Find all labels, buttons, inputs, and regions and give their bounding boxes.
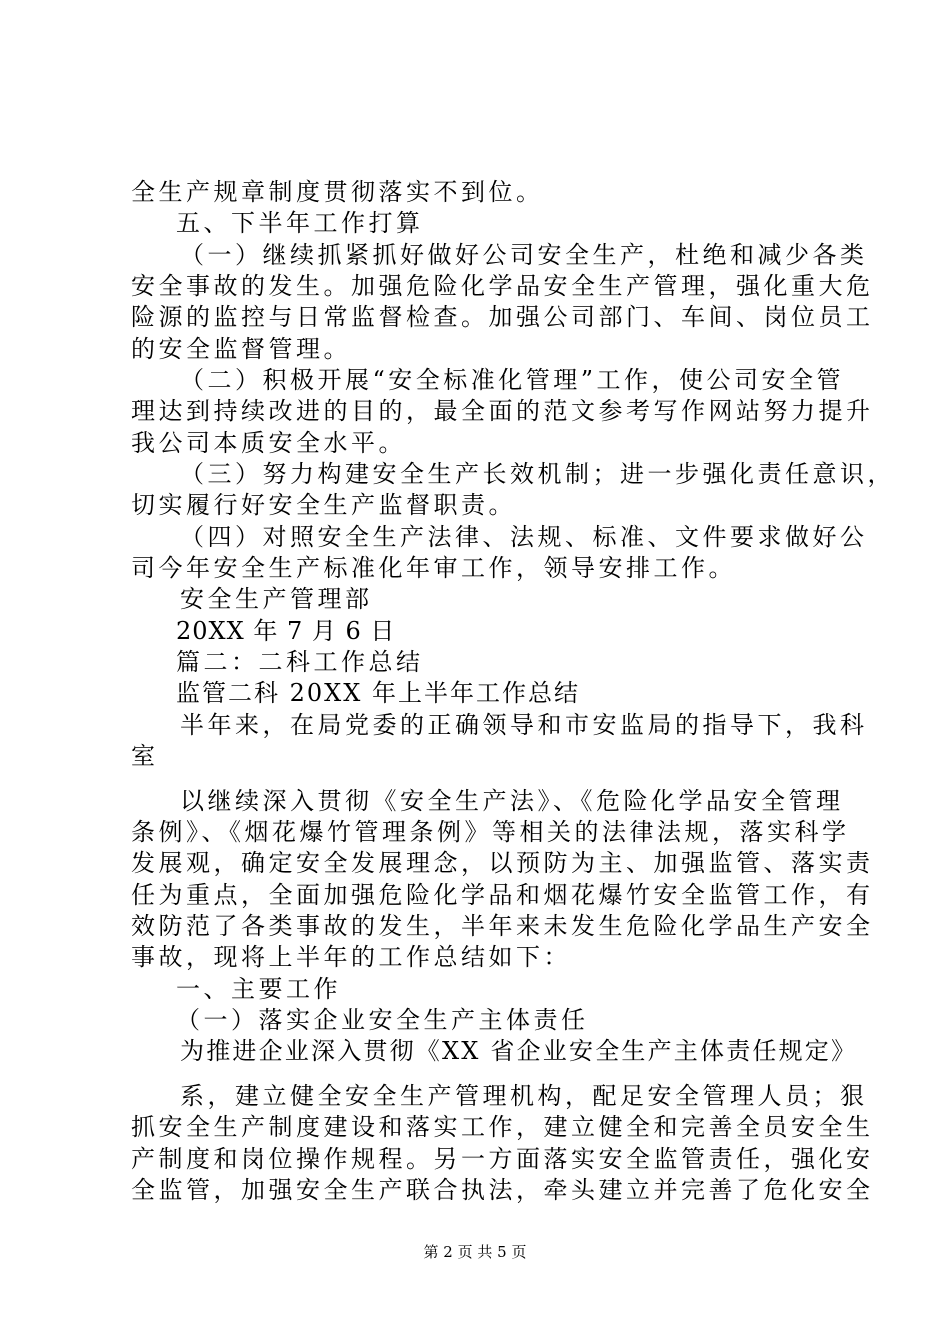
section-heading: 一、主要工作 <box>176 974 341 1003</box>
text-line: 险源的监控与日常监督检查。加强公司部门、车间、岗位员工 <box>131 303 874 332</box>
text-line: 事故，现将上半年的工作总结如下： <box>131 943 571 972</box>
text-line: 安全事故的发生。加强危险化学品安全生产管理，强化重大危 <box>131 271 874 300</box>
text-line: 效防范了各类事故的发生，半年来未发生危险化学品生产安全 <box>131 911 874 940</box>
text-line: 全生产规章制度贯彻落实不到位。 <box>131 178 544 206</box>
text-line: 以继续深入贯彻《安全生产法》、《危险化学品安全管理 <box>180 786 844 815</box>
text-line: 条例》、《烟花爆竹管理条例》等相关的法律法规，落实科学 <box>131 817 850 846</box>
text-line: 理达到持续改进的目的，最全面的范文参考写作网站努力提升 <box>131 397 874 426</box>
text-line: 产制度和岗位操作规程。另一方面落实安全监管责任，强化安 <box>131 1144 874 1173</box>
signature-date: 20XX 年 7 月 6 日 <box>176 616 396 645</box>
text-line: 司今年安全生产标准化年审工作，领导安排工作。 <box>131 553 736 582</box>
subsection-heading: （一）落实企业安全生产主体责任 <box>176 1005 589 1034</box>
section-heading: 五、下半年工作打算 <box>176 209 424 238</box>
text-line: 发展观，确定安全发展理念，以预防为主、加强监管、落实责 <box>131 849 874 878</box>
signature-department: 安全生产管理部 <box>180 585 373 614</box>
text-line: 任为重点，全面加强危险化学品和烟花爆竹安全监管工作，有 <box>131 880 874 909</box>
text-line: （四）对照安全生产法律、法规、标准、文件要求做好公 <box>180 522 868 551</box>
text-line: 为推进企业深入贯彻《XX 省企业安全生产主体责任规定》 <box>180 1037 858 1066</box>
text-line: （二）积极开展“安全标准化管理”工作，使公司安全管 <box>180 365 845 394</box>
article-heading: 篇二：二科工作总结 <box>176 647 424 676</box>
page-number: 第 2 页 共 5 页 <box>423 1243 527 1261</box>
text-line: 的安全监督管理。 <box>131 334 351 363</box>
text-line: （三）努力构建安全生产长效机制；进一步强化责任意识， <box>180 459 895 488</box>
text-line: 系，建立健全安全生产管理机构，配足安全管理人员；狠 <box>180 1081 868 1110</box>
text-line: 全监管，加强安全生产联合执法，牵头建立并完善了危化安全 <box>131 1175 874 1204</box>
article-title: 监管二科 20XX 年上半年工作总结 <box>176 679 580 708</box>
text-line: 室 <box>131 741 159 770</box>
text-line: （一）继续抓紧抓好做好公司安全生产，杜绝和减少各类 <box>180 240 868 269</box>
text-line: 切实履行好安全生产监督职责。 <box>131 491 516 520</box>
text-line: 半年来，在局党委的正确领导和市安监局的指导下，我科 <box>180 710 868 739</box>
text-line: 我公司本质安全水平。 <box>131 428 406 457</box>
text-line: 抓安全生产制度建设和落实工作，建立健全和完善全员安全生 <box>131 1113 874 1142</box>
